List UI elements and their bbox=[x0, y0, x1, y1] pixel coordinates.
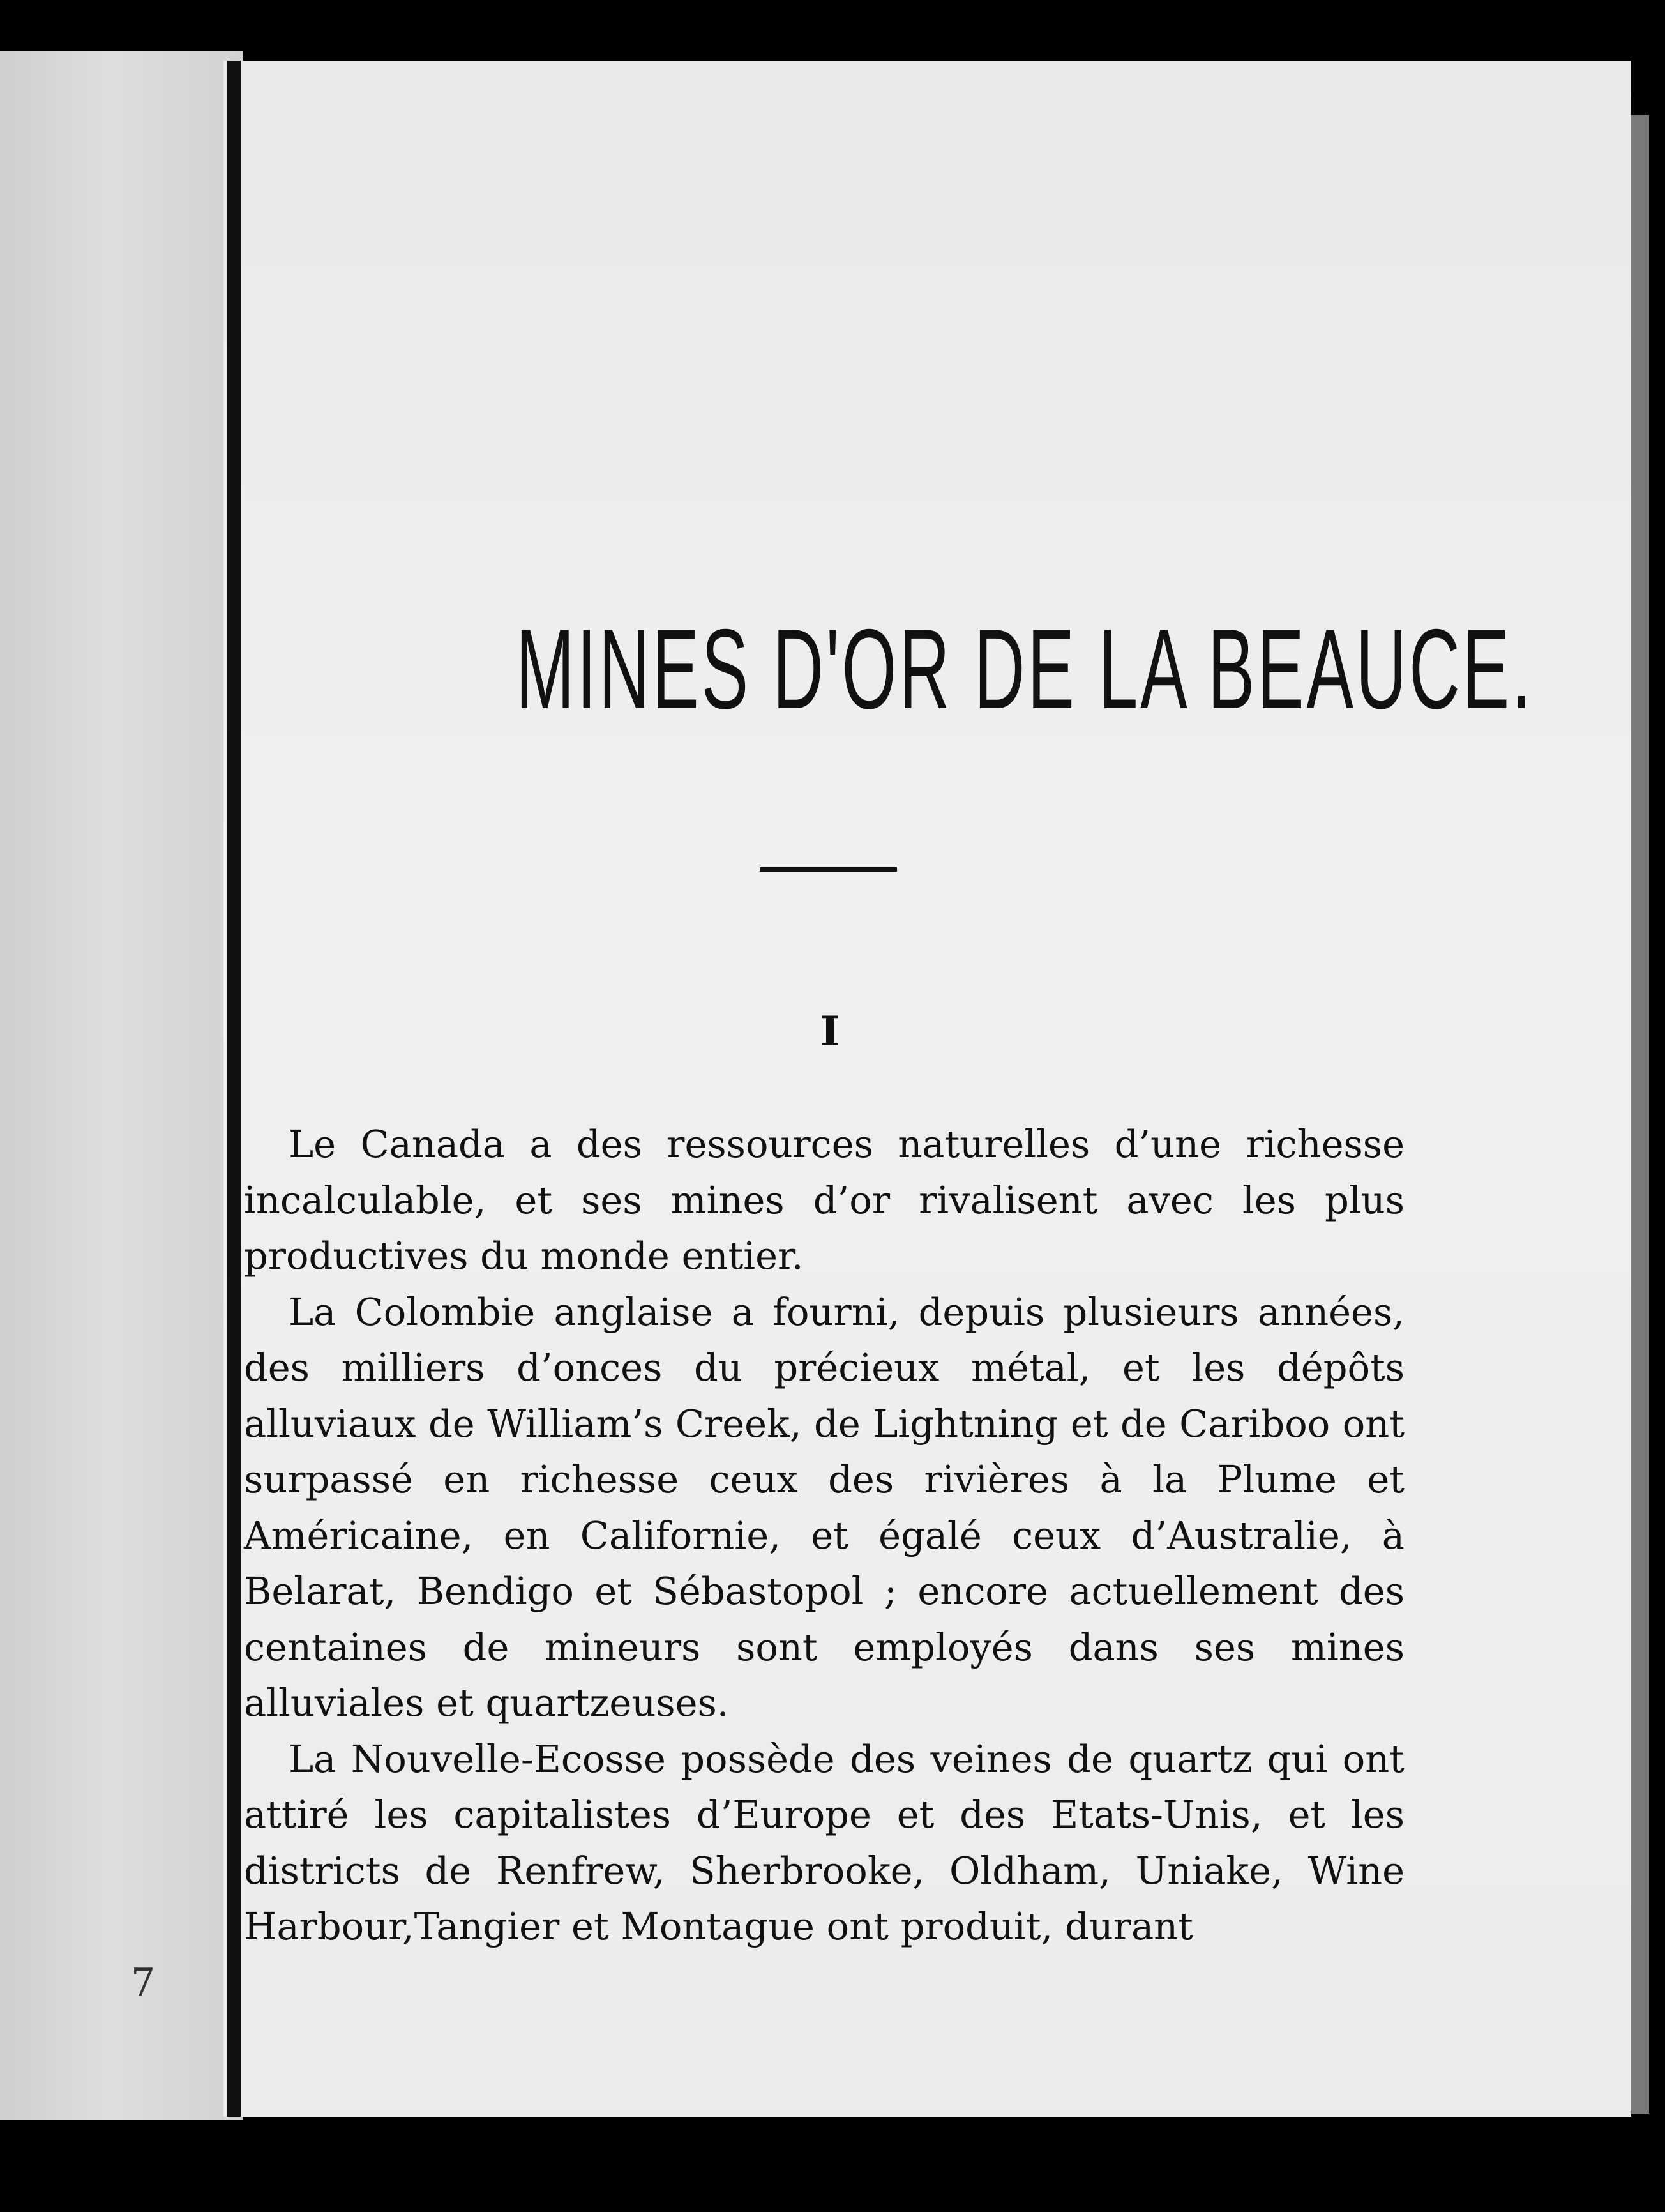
facing-page bbox=[0, 51, 243, 2120]
body-text bbox=[244, 1116, 1405, 1955]
facing-page-number: 7 bbox=[131, 1960, 156, 2005]
title-divider bbox=[760, 867, 897, 872]
paragraph: La Nouvelle-Ecosse possède des veines de quartz qui ont attiré les capitalistes d’Europe et des Etats-Unis, et les districts de Renfrew, Sherbrooke, Oldham, Uniake, Wine Harbour,Tangier et Montague ont produit, durant bbox=[244, 1736, 1405, 1948]
paragraph: La Colombie anglaise a fourni, depuis plusieurs années, des milliers d’onces du précieux métal, et les dépôts alluviaux de William’s Creek, de Lightning et de Cariboo ont surpassé en richesse ceux des rivières à la Plume et Américaine, en Californie, et égalé ceux d’Australie, à Belarat, Bendigo et Sébastopol ; encore actuellement des centaines de mineurs sont employés dans ses mines alluviales et quartzeuses. bbox=[244, 1289, 1405, 1725]
section-number: I bbox=[820, 1008, 840, 1056]
page-title: MINES D'OR DE LA BEAUCE. bbox=[515, 605, 1534, 732]
paragraph: Le Canada a des ressources naturelles d’une richesse incalculable, et ses mines d’or rivalisent avec les plus productives du monde entier. bbox=[244, 1122, 1405, 1278]
page-edge bbox=[1631, 115, 1649, 2114]
book-spine bbox=[227, 61, 241, 2117]
